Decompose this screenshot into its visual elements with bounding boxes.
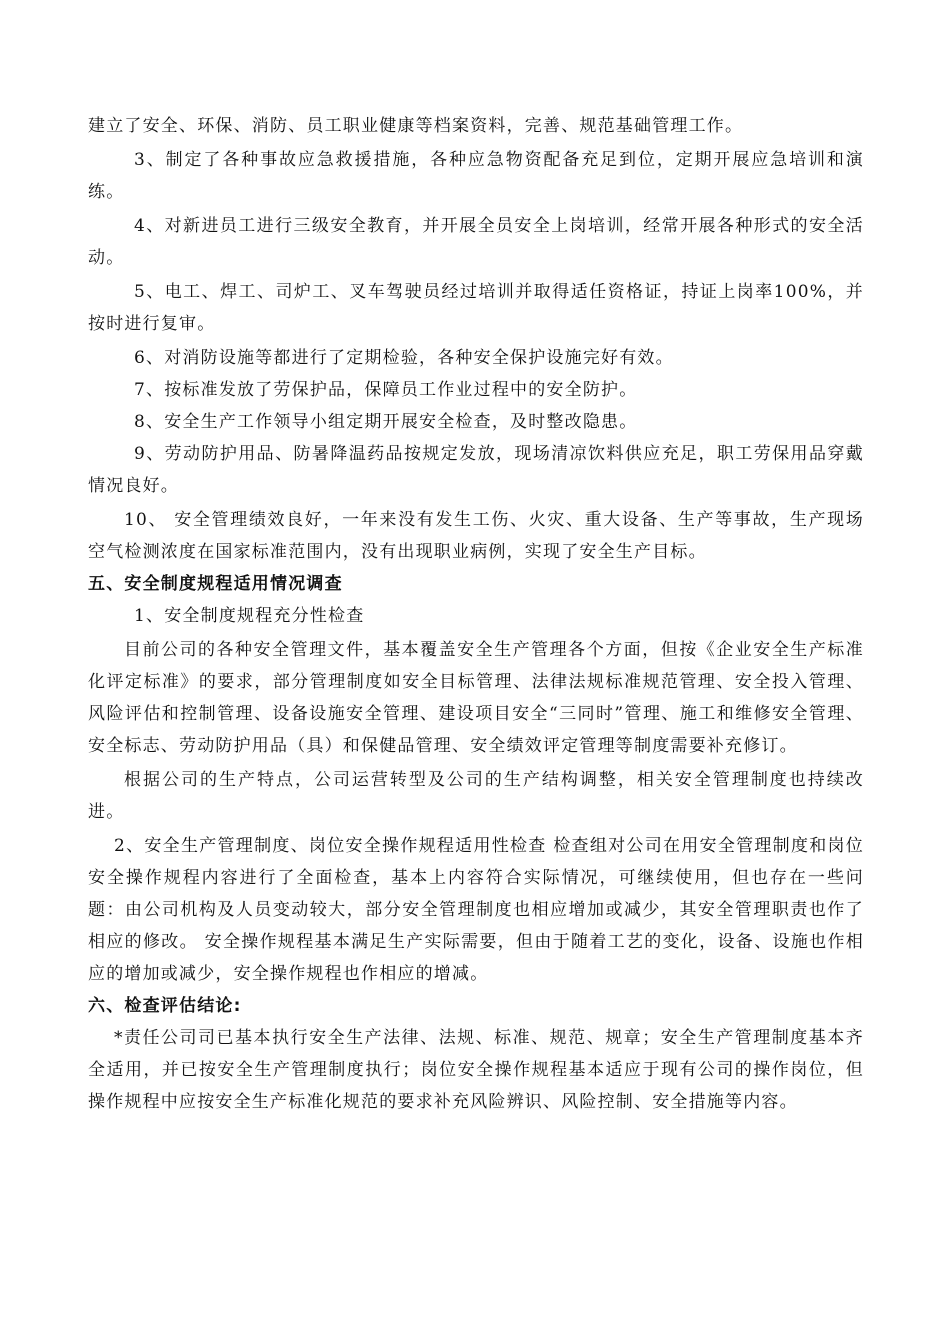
section-5-heading: 五、安全制度规程适用情况调查 [88, 574, 343, 594]
paragraph-item-9: 9、劳动防护用品、防暑降温药品按规定发放，现场清凉饮料供应充足，职工劳保用品穿戴情况良好。 [88, 444, 864, 496]
paragraph-item-4: 4、对新进员工进行三级安全教育，并开展全员安全上岗培训，经常开展各种形式的安全活动。 [88, 216, 864, 268]
section-6-paragraph-1: *责任公司司已基本执行安全生产法律、法规、标准、规范、规章；安全生产管理制度基本齐全适用，并已按安全生产管理制度执行；岗位安全操作规程基本适应于现有公司的操作岗位，但操作规程中应按安全生产标准化规范的要求补充风险辨识、风险控制、安全措施等内容。 [88, 1028, 864, 1112]
section-5-subheading-1: 1、安全制度规程充分性检查 [134, 606, 365, 626]
document-page [88, 110, 864, 1118]
paragraph-item-6: 6、对消防设施等都进行了定期检验，各种安全保护设施完好有效。 [134, 348, 674, 368]
paragraph-archives: 建立了安全、环保、消防、员工职业健康等档案资料，完善、规范基础管理工作。 [88, 116, 744, 136]
paragraph-item-7: 7、按标准发放了劳保护品，保障员工作业过程中的安全防护。 [134, 380, 638, 400]
paragraph-item-3: 3、制定了各种事故应急救援措施，各种应急物资配备充足到位，定期开展应急培训和演练。 [88, 150, 864, 202]
section-5-paragraph-1: 目前公司的各种安全管理文件，基本覆盖安全生产管理各个方面，但按《企业安全生产标准化评定标准》的要求，部分管理制度如安全目标管理、法律法规标准规范管理、安全投入管理、风险评估和控制管理、设备设施安全管理、建设项目安全“三同时”管理、施工和维修安全管理、安全标志、劳动防护用品（具）和保健品管理、安全绩效评定管理等制度需要补充修订。 [88, 640, 864, 756]
paragraph-item-8: 8、安全生产工作领导小组定期开展安全检查，及时整改隐患。 [134, 412, 638, 432]
section-5-paragraph-2: 根据公司的生产特点，公司运营转型及公司的生产结构调整，相关安全管理制度也持续改进。 [88, 770, 864, 822]
section-6-heading: 六、检查评估结论: [88, 996, 242, 1016]
paragraph-item-10: 10、 安全管理绩效良好，一年来没有发生工伤、火灾、重大设备、生产等事故，生产现场空气检测浓度在国家标准范围内，没有出现职业病例，实现了安全生产目标。 [88, 510, 864, 562]
section-5-paragraph-3: 2、安全生产管理制度、岗位安全操作规程适用性检查 检查组对公司在用安全管理制度和岗位安全操作规程内容进行了全面检查，基本上内容符合实际情况，可继续使用，但也存在一些问题：由公司机构及人员变动较大，部分安全管理制度也相应增加或减少，其安全管理职责也作了相应的修改。 安全操作规程基本满足生产实际需要，但由于随着工艺的变化，设备、设施也作相应的增加或减少，安全操作规程也作相应的增减。 [88, 836, 864, 984]
paragraph-item-5: 5、电工、焊工、司炉工、叉车驾驶员经过培训并取得适任资格证，持证上岗率100%，并按时进行复审。 [88, 282, 864, 334]
